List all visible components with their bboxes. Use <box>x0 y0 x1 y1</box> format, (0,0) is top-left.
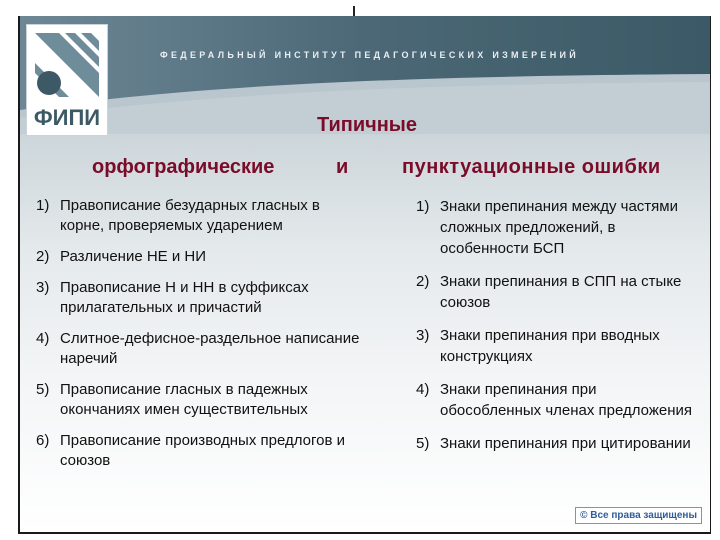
list-item <box>416 433 696 454</box>
list-item <box>36 329 366 369</box>
logo-text: ФИПИ <box>33 105 101 130</box>
spelling-error-list <box>36 196 366 482</box>
list-item <box>36 380 366 420</box>
subtitle-and: и <box>336 156 349 178</box>
item-number: 2) <box>36 248 50 265</box>
item-text: Правописание Н и НН в суффиксах прилагательных и причастий <box>60 279 309 316</box>
item-text: Правописание безударных гласных в корне, проверяемых ударением <box>60 197 320 234</box>
item-text: Различение НЕ и НИ <box>60 248 207 265</box>
list-item <box>416 325 696 367</box>
item-number: 5) <box>36 381 50 398</box>
list-item <box>36 431 366 471</box>
copyright-badge: © Все права защищены <box>575 507 702 524</box>
item-number: 4) <box>416 381 430 398</box>
subtitle-punctuation: пунктуационные ошибки <box>402 156 661 178</box>
item-number: 4) <box>36 330 50 347</box>
item-number: 3) <box>416 327 430 344</box>
item-text: Знаки препинания при вводных конструкциях <box>440 327 660 365</box>
list-item <box>36 278 366 318</box>
list-item <box>36 247 366 267</box>
list-item <box>36 196 366 236</box>
list-item <box>416 196 696 259</box>
subtitle-spelling: орфографические <box>92 156 275 178</box>
item-number: 1) <box>416 198 430 215</box>
item-text: Знаки препинания при цитировании <box>440 435 691 452</box>
item-number: 5) <box>416 435 430 452</box>
fipi-logo-icon <box>35 33 99 97</box>
item-number: 3) <box>36 279 50 296</box>
slide-title: Типичные <box>316 114 418 136</box>
punctuation-error-list <box>416 196 696 454</box>
item-number: 6) <box>36 432 50 449</box>
item-number: 1) <box>36 197 50 214</box>
item-number: 2) <box>416 273 430 290</box>
institute-name: ФЕДЕРАЛЬНЫЙ ИНСТИТУТ ПЕДАГОГИЧЕСКИХ ИЗМЕРЕНИЙ <box>160 50 580 60</box>
item-text: Правописание производных предлогов и союзов <box>60 432 345 469</box>
item-text: Знаки препинания между частями сложных предложений, в особенности БСП <box>440 198 678 257</box>
list-item <box>416 379 696 421</box>
item-text: Слитное-дефисное-раздельное написание наречий <box>60 330 360 367</box>
list-item <box>416 271 696 313</box>
slide <box>18 16 711 534</box>
item-text: Знаки препинания при обособленных членах предложения <box>440 381 693 419</box>
top-tick-mark <box>353 6 355 16</box>
item-text: Знаки препинания в СПП на стыке союзов <box>440 273 682 311</box>
item-text: Правописание гласных в падежных окончаниях имен существительных <box>60 381 308 418</box>
